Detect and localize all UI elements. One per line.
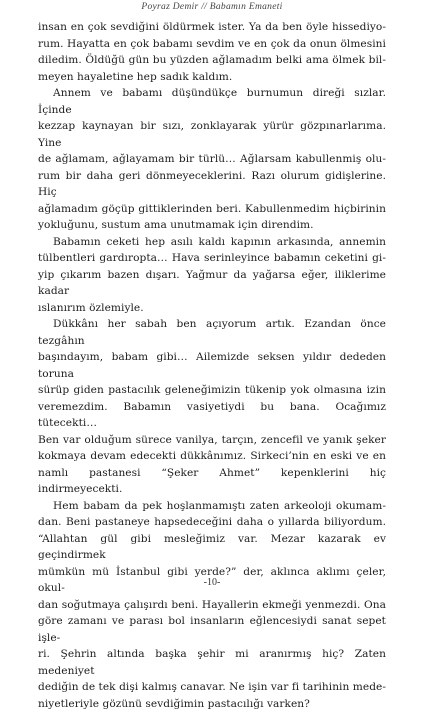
text-line: veremezdim. Babamın vasiyetiydi bu bana. Ocağımız tütecekti…: [38, 399, 386, 432]
body-text: [38, 19, 386, 712]
text-line: rum bir daha geri dönmeyeceklerini. Razı olurum gidişlerine. Hiç: [38, 168, 386, 201]
running-head: Poyraz Demir // Babamın Emaneti: [0, 2, 424, 12]
text-line: ri. Şehrin altında başka şehir mi aranırmış hiç? Zaten medeniyet: [38, 646, 386, 679]
text-line: namlı pastanesi “Şeker Ahmet” kepenklerini hiç indirmeyecekti.: [38, 465, 386, 498]
page-number: -10-: [0, 577, 424, 588]
text-line: kezzap kaynayan bir sızı, zonklayarak yürür gözpınarlarıma. Yine: [38, 118, 386, 151]
text-line: Dükkânı her sabah ben açıyorum artık. Ezandan önce tezgâhın: [38, 316, 386, 349]
text-line: Ben var olduğum sürece vanilya, tarçın, zencefil ve yanık şeker: [38, 432, 386, 449]
paragraph: [38, 498, 386, 712]
text-line: sürüp giden pastacılık geleneğimizin tükenip yok olmasına izin: [38, 382, 386, 399]
text-line: rum. Hayatta en çok babamı sevdim ve en çok da onun ölmesini: [38, 36, 386, 53]
text-line: kokmaya devam edecekti dükkânımız. Sirkeci’nin en eski ve en: [38, 448, 386, 465]
paragraph: [38, 19, 386, 85]
text-line: yokluğunu, sustum ama unutmamak için direndim.: [38, 217, 386, 234]
text-line: dan soğutmaya çalışırdı beni. Hayallerin ekmeği yenmezdi. Ona: [38, 597, 386, 614]
text-line: mümkün mü İstanbul gibi yerde?” der, aklınca aklımı çeler, okul-: [38, 564, 386, 597]
text-line: ıslanırım özlemiyle.: [38, 300, 386, 317]
text-line: yip çıkarım bazen dışarı. Yağmur da yağarsa eğer, iliklerime kadar: [38, 267, 386, 300]
text-line: Hem babam da pek hoşlanmamıştı zaten arkeoloji okumam-: [38, 498, 386, 515]
text-line: başındayım, babam gibi… Ailemizde seksen yıldır dededen toruna: [38, 349, 386, 382]
paragraph: [38, 234, 386, 317]
text-line: ağlamadım göçüp gittiklerinden beri. Kabullenmedim hiçbirinin: [38, 201, 386, 218]
text-line: Babamın ceketi hep asılı kaldı kapının arkasında, annemin: [38, 234, 386, 251]
paragraph: [38, 316, 386, 498]
paragraph: [38, 85, 386, 234]
text-line: dediğin de tek dişi kalmış canavar. Ne işin var fi tarihinin mede-: [38, 679, 386, 696]
text-line: insan en çok sevdiğini öldürmek ister. Ya da ben öyle hissediyo-: [38, 19, 386, 36]
text-line: niyetleriyle gözünü sevdiğimin pastacılığı varken?: [38, 696, 386, 712]
text-line: tülbentleri gardıropta… Hava serinleyince babamın ceketini gi-: [38, 250, 386, 267]
text-line: Annem ve babamı düşündükçe burnumun direği sızlar. İçinde: [38, 85, 386, 118]
text-line: “Allahtan gül gibi mesleğimiz var. Mezar kazarak ev geçindirmek: [38, 531, 386, 564]
text-line: dan. Beni pastaneye hapsedeceğini daha o yıllarda biliyordum.: [38, 514, 386, 531]
text-line: de ağlamam, ağlayamam bir türlü… Ağlarsam kabullenmiş olu-: [38, 151, 386, 168]
text-line: göre zamanı ve parası bol insanların eğlencesiydi sanat sepet işle-: [38, 613, 386, 646]
text-line: meyen hayaletine hep sadık kaldım.: [38, 69, 386, 86]
text-line: diledim. Öldüğü gün bu yüzden ağlamadım belki ama ölmek bil-: [38, 52, 386, 69]
